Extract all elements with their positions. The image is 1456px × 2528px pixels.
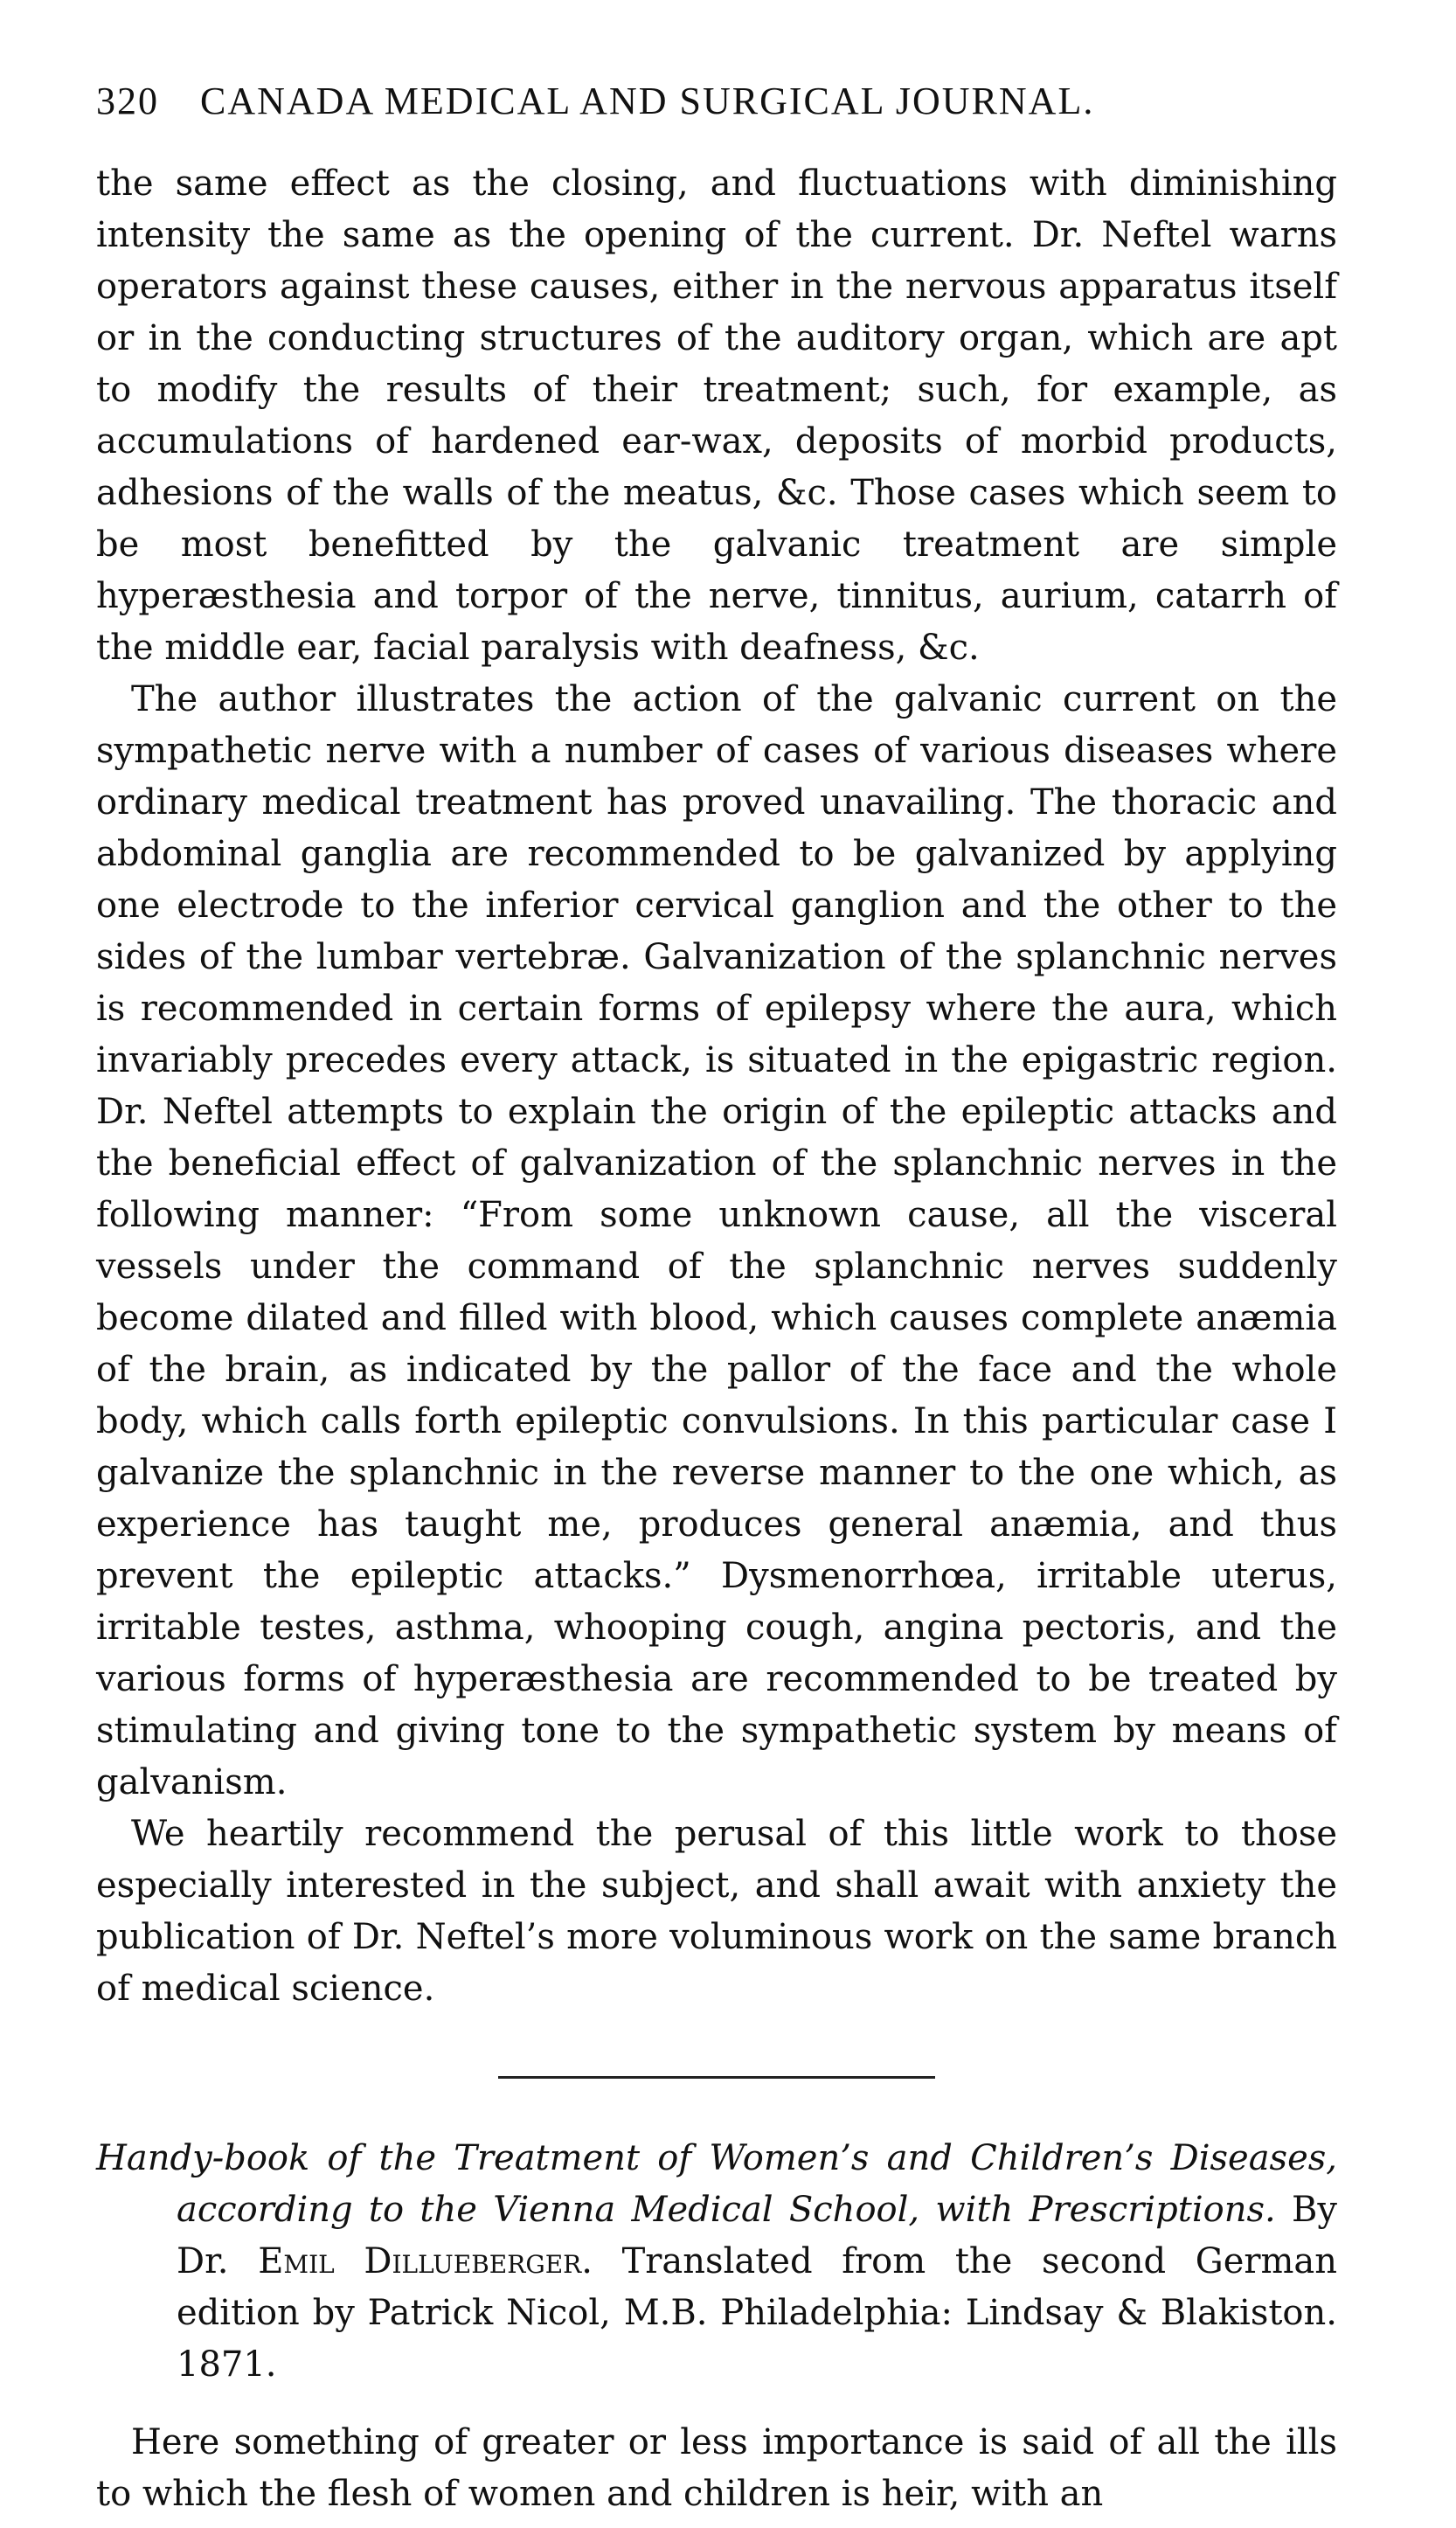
body-paragraph-1: the same effect as the closing, and fluctuations with diminishing intensity the same as the opening of the current. Dr. Neftel warns operators against these causes, either in the nervous apparatus itself or in the conducting structures of the auditory organ, which are apt to modify the results of their treatment; such, for example, as accumulations of hardened ear-wax, deposits of morbid products, adhesions of the walls of the meatus, &c. Those cases which seem to be most benefitted by the galvanic treatment are simple hyperæsthesia and torpor of the nerve, tinnitus, aurium, catarrh of the middle ear, facial paralysis with deafness, &c. bbox=[96, 163, 1337, 668]
journal-page bbox=[96, 79, 1337, 2520]
article-body bbox=[96, 158, 1337, 2015]
running-head bbox=[96, 79, 1337, 123]
journal-title: CANADA MEDICAL AND SURGICAL JOURNAL. bbox=[200, 80, 1095, 122]
book-author: Emil Dillueberger. bbox=[258, 2241, 593, 2281]
book-title: Handy-book of the Treatment of Women’s and Children’s Diseases, according to the Vienna Medical School, with Prescriptions. bbox=[96, 2138, 1337, 2230]
review-body bbox=[96, 2417, 1337, 2520]
body-paragraph-2: The author illustrates the action of the galvanic current on the sympathetic nerve with a number of cases of various diseases where ordinary medical treatment has proved unavailing. The thoracic and abdominal ganglia are recommended to be galvanized by applying one electrode to the inferior cervical ganglion and the other to the sides of the lumbar vertebræ. Galvanization of the splanchnic nerves is recommended in certain forms of epilepsy where the aura, which invariably precedes every attack, is situated in the epigastric region. Dr. Neftel attempts to explain the origin of the epileptic attacks and the beneficial effect of galvanization of the splanchnic nerves in the following manner: “From some unknown cause, all the visceral vessels under the command of the splanchnic nerves suddenly become dilated and filled with blood, which causes complete anæmia of the brain, as indicated by the pallor of the face and the whole body, which calls forth epileptic convulsions. In this particular case I galvanize the splanchnic in the reverse manner to the one which, as experience has taught me, produces general anæmia, and thus prevent the epileptic attacks.” Dysmenorrhœa, irritable uterus, irritable testes, asthma, whooping cough, angina pectoris, and the various forms of hyperæsthesia are recommended to be treated by stimulating and giving tone to the sympathetic system by means of galvanism. bbox=[96, 679, 1337, 1802]
book-review-heading bbox=[96, 2133, 1337, 2391]
publication-details: Translated from the second German edition by Patrick Nicol, M.B. Philadelphia: Lindsay & Blakiston. 1871. bbox=[177, 2241, 1338, 2385]
body-paragraph-3: We heartily recommend the perusal of this little work to those especially interested in the subject, and shall await with anxiety the publication of Dr. Neftel’s more voluminous work on the same branch of medical science. bbox=[96, 1814, 1337, 2009]
page-number: 320 bbox=[96, 80, 159, 122]
by-line: By Dr. bbox=[177, 2190, 1338, 2281]
review-opening-paragraph: Here something of greater or less importance is said of all the ills to which the flesh of women and children is heir, with an bbox=[96, 2422, 1337, 2514]
section-divider bbox=[498, 2076, 935, 2079]
